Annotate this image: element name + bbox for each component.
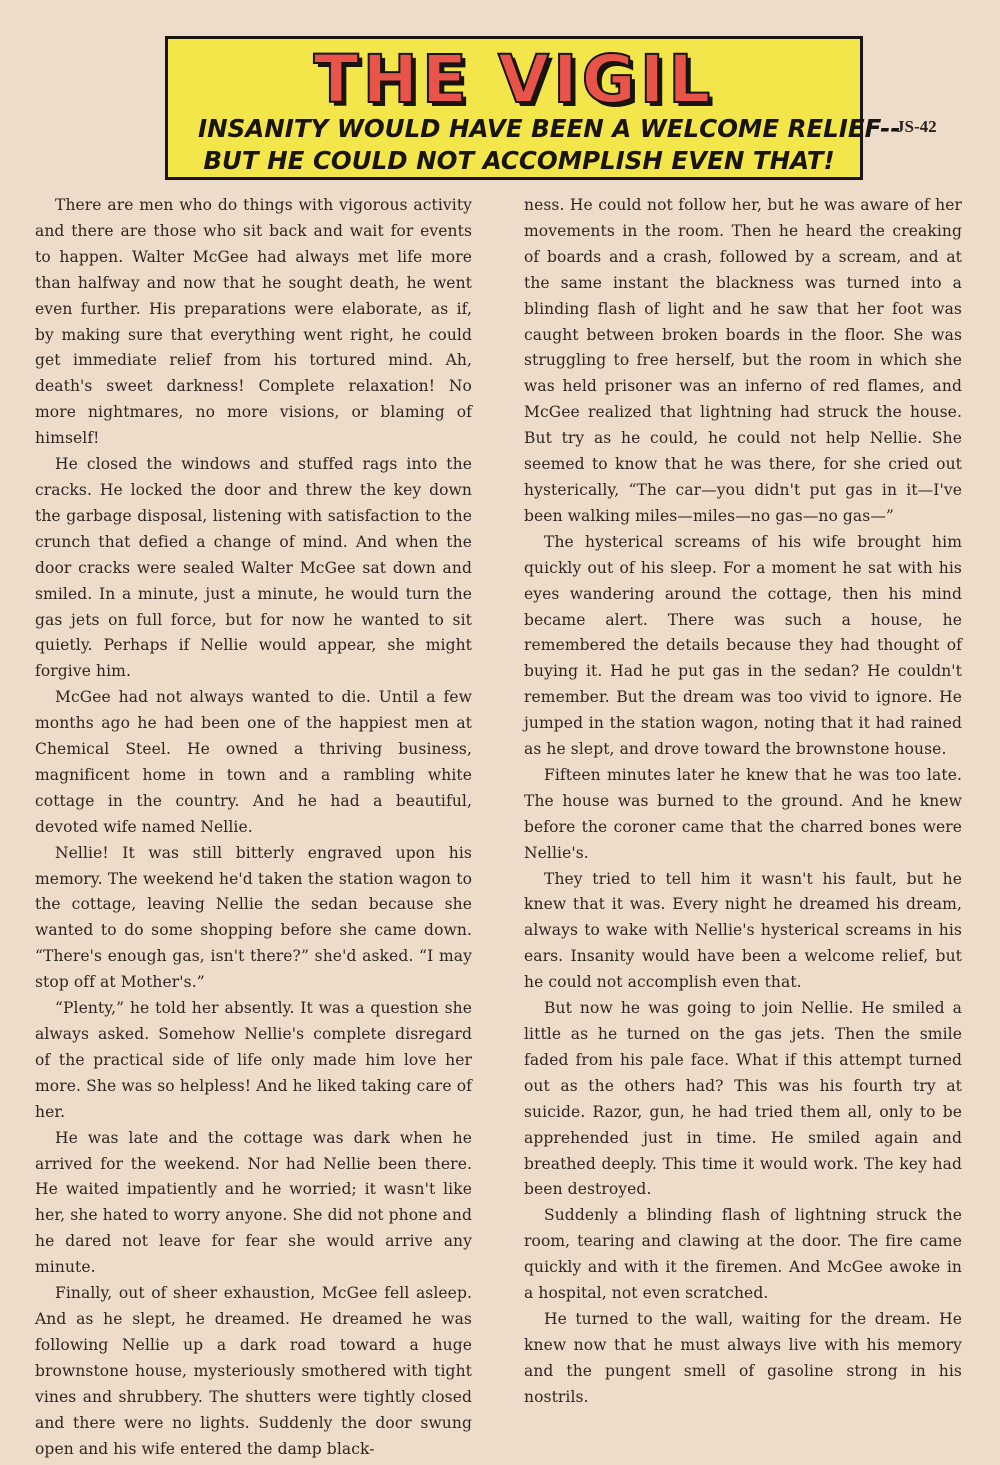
paragraph: The hysterical screams of his wife brought him quickly out of his sleep. For a moment he sat with his eyes wandering around the cottage, then his mind became alert. There was such a house, he remembered the details because they had thought of buying it. Had he put gas in the sedan? He couldn't remember. But the dream was too vivid to ignore. He jumped in the station wagon, noting that it had rained as he slept, and drove toward the brownstone house. [524, 532, 962, 759]
subtitle-line-2: BUT HE COULD NOT ACCOMPLISH EVEN THAT! [203, 146, 835, 175]
paragraph: But now he was going to join Nellie. He smiled a little as he turned on the gas jets. Then the smile faded from his pale face. What if this attempt turned out as the others had? This was his fourth try at suicide. Razor, gun, he had tried them all, only to be apprehended just in time. He smiled again and breathed deeply. This time it would work. The key had been destroyed. [524, 999, 962, 1199]
paragraph: Finally, out of sheer exhaustion, McGee fell asleep. And as he slept, he dreamed. He dreamed he was following Nellie up a dark road toward a huge brownstone house, mysteriously smothered with tight vines and shrubbery. The shutters were tightly closed and there were no lights. Suddenly the door swung open and his wife entered the damp black- [35, 1284, 472, 1458]
paragraph: ness. He could not follow her, but he was aware of her movements in the room. Then he heard the creaking of boards and a crash, followed by a scream, and at the same instant the blackness was turned into a blinding flash of light and he saw that her foot was caught between broken boards in the floor. She was struggling to free herself, but the room in which she was held prisoner was an inferno of red flames, and McGee realized that lightning had struck the house. But try as he could, he could not help Nellie. She seemed to know that he was there, for she cried out hysterically, “The car—you didn't put gas in it—I've been walking miles—miles—no gas—no gas—” [524, 196, 962, 525]
paragraph: He closed the windows and stuffed rags into the cracks. He locked the door and threw the key down the garbage disposal, listening with satisfaction to the crunch that defied a change of mind. And when the door cracks were sealed Walter McGee sat down and smiled. In a minute, just a minute, he would turn the gas jets on full force, but for now he wanted to sit quietly. Perhaps if Nellie would appear, she might forgive him. [35, 455, 472, 681]
paragraph: Fifteen minutes later he knew that he was too late. The house was burned to the ground. And he knew before the coroner came that the charred bones were Nellie's. [524, 765, 962, 862]
paragraph: “Plenty,” he told her absently. It was a question she always asked. Somehow Nellie's complete disregard of the practical side of life only made him love her more. She was so helpless! And he liked taking care of her. [35, 999, 472, 1121]
story-subtitle [198, 113, 901, 177]
page-code: JS-42 [896, 117, 937, 136]
paragraph: Nellie! It was still bitterly engraved upon his memory. The weekend he'd taken the station wagon to the cottage, leaving Nellie the sedan because she wanted to do some shopping before she came down. “There's enough gas, isn't there?” she'd asked. “I may stop off at Mother's.” [35, 843, 472, 992]
right-column [524, 193, 962, 1411]
paragraph: He was late and the cottage was dark when he arrived for the weekend. Nor had Nellie been there. He waited impatiently and he worried; it wasn't like her, she hated to worry anyone. She did not phone and he dared not leave for fear she would arrive any minute. [35, 1128, 472, 1277]
paragraph: McGee had not always wanted to die. Until a few months ago he had been one of the happiest men at Chemical Steel. He owned a thriving business, magnificent home in town and a rambling white cottage in the country. And he had a beautiful, devoted wife named Nellie. [35, 688, 472, 836]
paragraph: Suddenly a blinding flash of lightning struck the room, tearing and clawing at the door. The fire came quickly and with it the firemen. And McGee awoke in a hospital, not even scratched. [524, 1206, 962, 1303]
paragraph: He turned to the wall, waiting for the dream. He knew now that he must always live with his memory and the pungent smell of gasoline strong in his nostrils. [524, 1309, 962, 1406]
story-title: THE VIGIL [313, 41, 715, 118]
paragraph: They tried to tell him it wasn't his fault, but he knew that it was. Every night he dreamed his dream, always to wake with Nellie's hysterical screams in his ears. Insanity would have been a welcome relief, but he could not accomplish even that. [524, 869, 962, 992]
title-banner [165, 36, 901, 180]
subtitle-line-1: INSANITY WOULD HAVE BEEN A WELCOME RELIEF-- [198, 114, 901, 143]
paragraph: There are men who do things with vigorous activity and there are those who sit back and wait for events to happen. Walter McGee had always met life more than halfway and now that he sought death, he went even further. His preparations were elaborate, as if, by making sure that everything went right, he could get immediate relief from his tortured mind. Ah, death's sweet darkness! Complete relaxation! No more nightmares, no more visions, or blaming of himself! [35, 196, 472, 448]
left-column [35, 193, 472, 1462]
